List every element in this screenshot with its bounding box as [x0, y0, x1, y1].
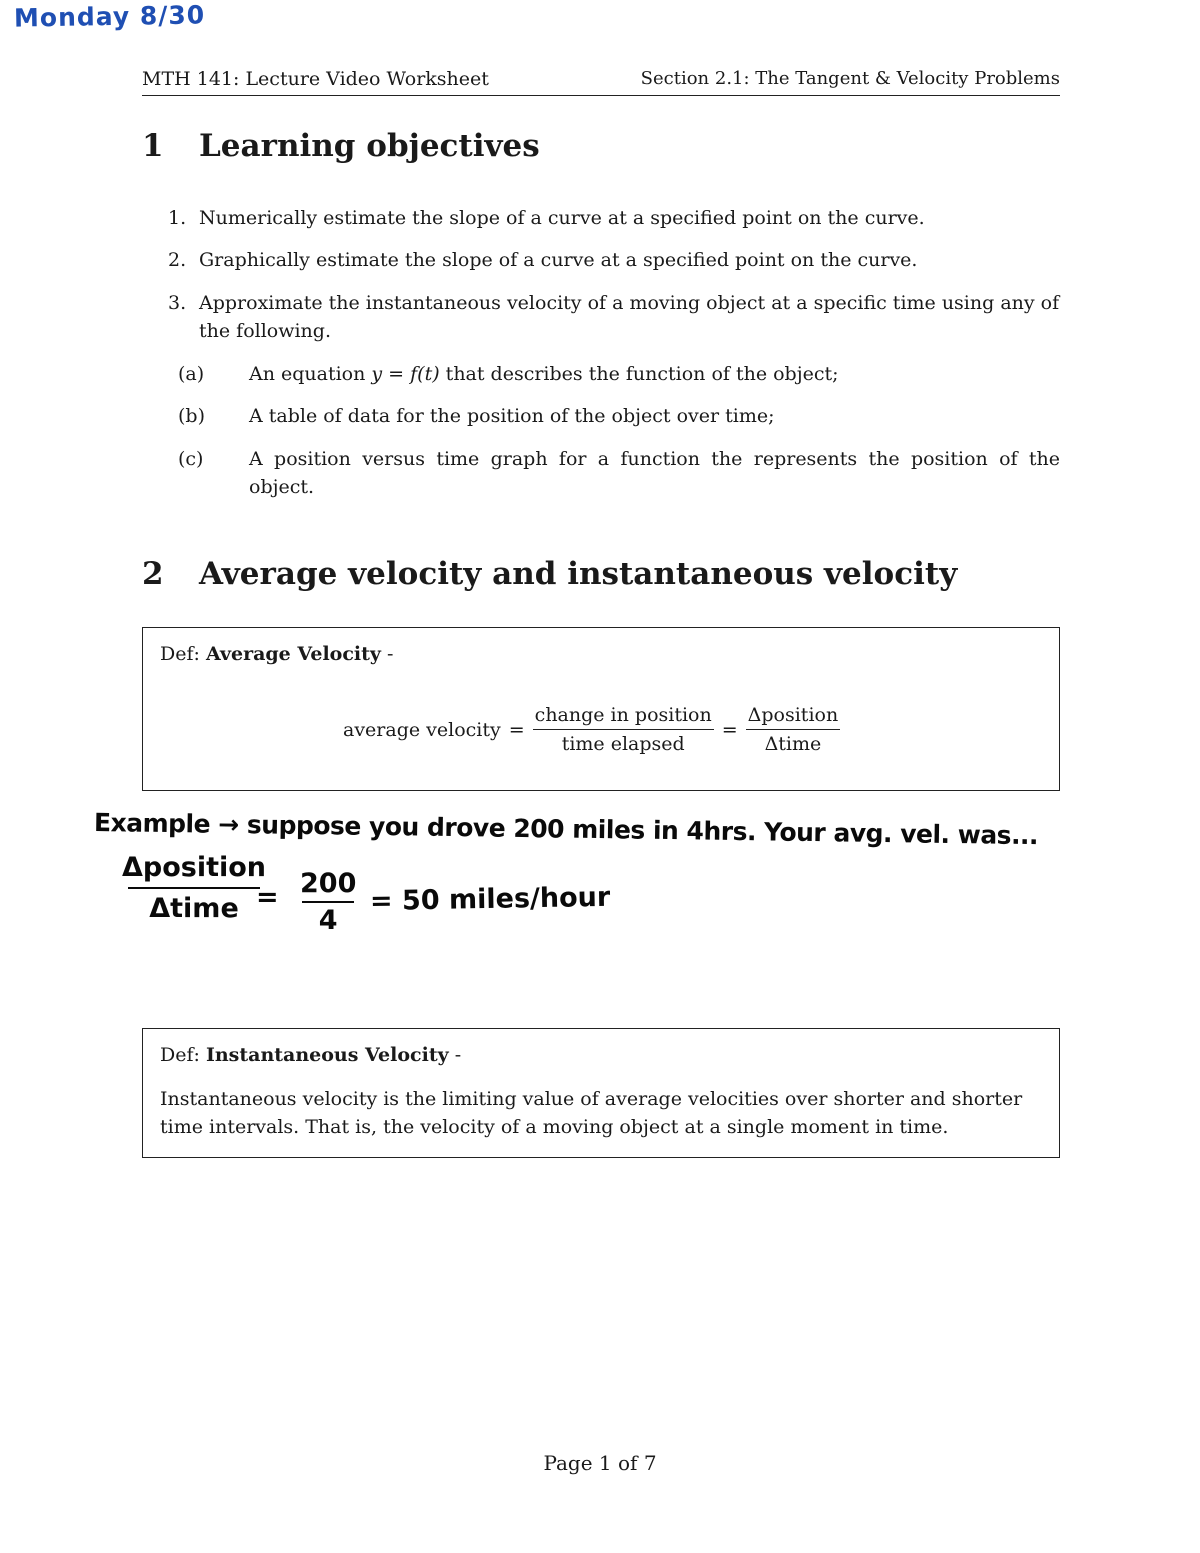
- section-1-number: 1: [142, 128, 164, 164]
- fraction-delta-position-over-delta-time: [746, 704, 841, 755]
- average-velocity-formula: [343, 704, 840, 755]
- objective-1-num: 1.: [168, 207, 187, 229]
- subitem-a: [178, 360, 1060, 388]
- objective-2-text: Graphically estimate the slope of a curve at a specified point on the curve.: [199, 249, 918, 271]
- instantaneous-velocity-def-body: Instantaneous velocity is the limiting value of average velocities over shorter and shorter time intervals. That is, the velocity of a moving object at a single moment in time.: [160, 1088, 1023, 1138]
- handwritten-fraction-200-4: [298, 868, 358, 936]
- subitem-c: [178, 445, 1060, 501]
- objective-2-num: 2.: [168, 249, 187, 271]
- instantaneous-velocity-definition-box: [142, 1028, 1060, 1158]
- subitem-a-label: (a): [178, 363, 205, 385]
- formula-equals-2: =: [721, 718, 738, 741]
- subitem-b-label: (b): [178, 405, 205, 427]
- handwritten-date: Monday 8/30: [13, 0, 206, 33]
- subitem-a-text-before: An equation: [249, 363, 372, 385]
- average-velocity-definition-box: [142, 627, 1060, 791]
- section-2-title: Average velocity and instantaneous velocity: [199, 556, 958, 592]
- instantaneous-velocity-def-heading: [160, 1044, 461, 1066]
- handwritten-example-line: Example → suppose you drove 200 miles in 4hrs. Your avg. vel. was...: [93, 808, 1039, 851]
- average-velocity-def-heading: [160, 643, 393, 665]
- handwritten-fraction-denominator: Δtime: [149, 893, 239, 924]
- header-left: MTH 141: Lecture Video Worksheet: [142, 68, 489, 90]
- fraction-2-denominator: Δtime: [764, 733, 822, 755]
- subitem-b-text: A table of data for the position of the object over time;: [249, 405, 775, 427]
- def-inst-term: Instantaneous Velocity: [205, 1044, 449, 1066]
- def-term: Average Velocity: [205, 643, 381, 665]
- fraction-2-numerator: Δposition: [746, 704, 841, 730]
- subitem-b: [178, 402, 1060, 430]
- subitem-c-label: (c): [178, 448, 204, 470]
- objective-1-text: Numerically estimate the slope of a curve at a specified point on the curve.: [199, 207, 925, 229]
- fraction-1-denominator: time elapsed: [561, 733, 685, 755]
- fraction-1-numerator: change in position: [533, 704, 714, 730]
- objective-3-num: 3.: [168, 292, 187, 314]
- page-number: Page 1 of 7: [543, 1451, 657, 1475]
- header-rule: [142, 95, 1060, 96]
- objective-3: [168, 289, 1060, 345]
- subitem-a-text-after: that describes the function of the object;: [439, 363, 839, 385]
- handwritten-fraction-numerator: Δposition: [122, 852, 267, 883]
- objective-1: [168, 204, 1060, 232]
- section-1-title: Learning objectives: [199, 128, 540, 164]
- handwritten-numerator-200: 200: [300, 868, 357, 899]
- def-inst-prefix: Def:: [160, 1044, 200, 1066]
- handwritten-fraction-delta: [116, 852, 272, 924]
- subitem-c-text: A position versus time graph for a function the represents the position of the object.: [249, 448, 1060, 498]
- formula-equals-1: =: [508, 718, 525, 741]
- def-prefix: Def:: [160, 643, 200, 665]
- fraction-change-over-elapsed: [533, 704, 714, 755]
- handwritten-result: = 50 miles/hour: [369, 881, 611, 917]
- section-1-heading: [142, 128, 540, 164]
- section-2-heading: [142, 556, 957, 592]
- subitem-a-math: y = f(t): [371, 363, 440, 385]
- formula-lhs: average velocity: [343, 718, 501, 741]
- handwritten-example-fraction: [116, 852, 272, 924]
- handwritten-denominator-4: 4: [318, 905, 338, 936]
- def-inst-dash: -: [454, 1044, 462, 1066]
- handwritten-equals-1: =: [256, 882, 279, 913]
- def-dash: -: [387, 643, 394, 665]
- section-2-number: 2: [142, 556, 164, 592]
- header-right: Section 2.1: The Tangent & Velocity Problems: [640, 68, 1060, 89]
- objective-3-text: Approximate the instantaneous velocity of a moving object at a specific time using any of the following.: [199, 292, 1060, 342]
- objective-2: [168, 246, 1060, 274]
